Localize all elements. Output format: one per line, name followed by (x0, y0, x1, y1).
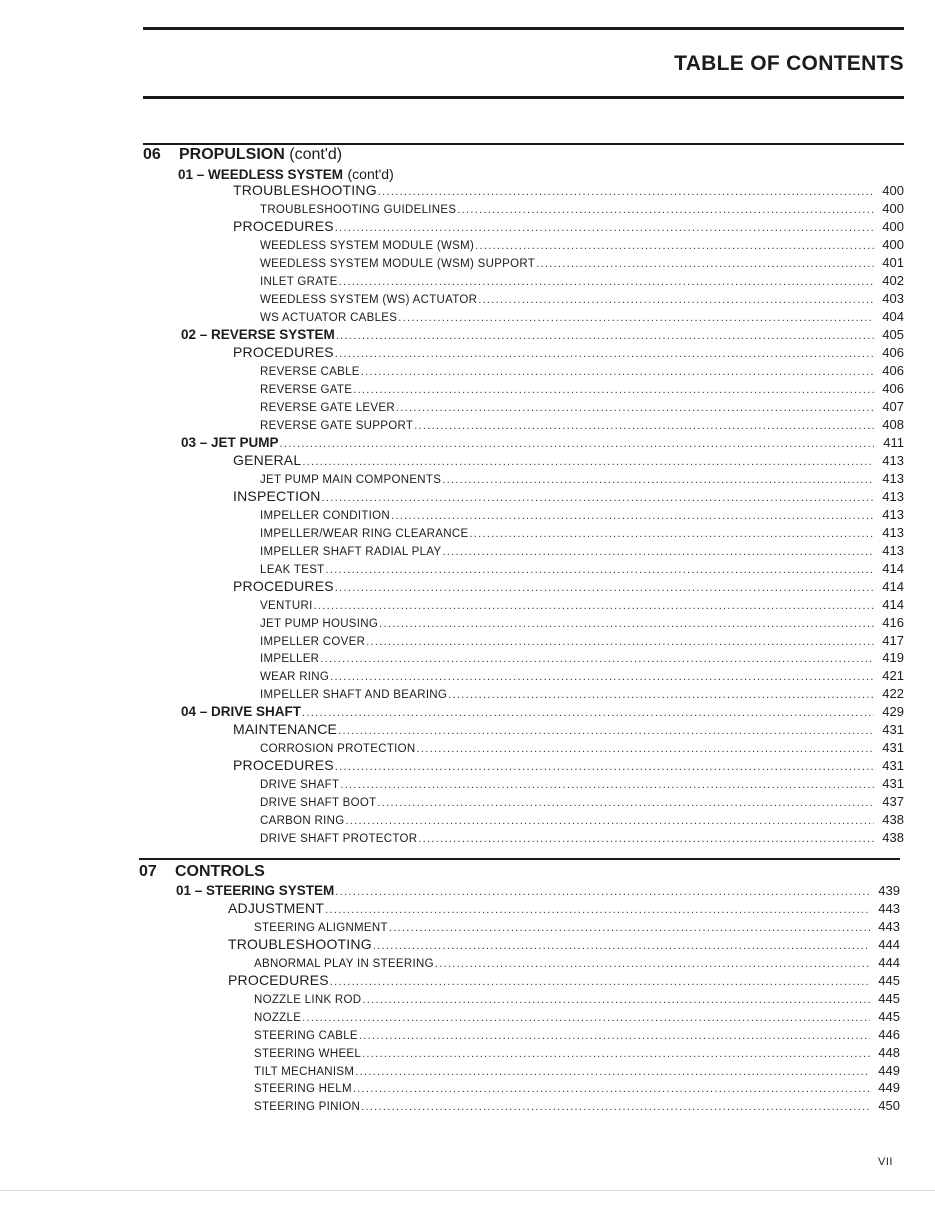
toc-entry[interactable] (260, 416, 904, 433)
dot-leader (302, 705, 874, 722)
toc-entry-page: 448 (878, 1044, 900, 1060)
toc-entry[interactable] (233, 182, 904, 199)
toc-entry[interactable] (260, 811, 904, 828)
toc-entry[interactable] (260, 272, 904, 289)
section-07-rule (139, 858, 900, 860)
toc-entry[interactable] (233, 488, 904, 505)
toc-entry-label: DRIVE SHAFT (260, 779, 340, 792)
toc-entry-page: 438 (882, 830, 904, 846)
dot-leader (320, 651, 874, 668)
toc-entry-page: 413 (882, 506, 904, 522)
toc-entry[interactable] (260, 685, 904, 702)
toc-entry-page: 431 (882, 776, 904, 792)
toc-entry-label: STEERING PINION (254, 1101, 361, 1114)
toc-entry-page: 402 (882, 272, 904, 288)
page-number: VII (878, 1156, 893, 1168)
toc-entry-label: PROCEDURES (233, 217, 334, 234)
toc-entry-page: 413 (882, 488, 904, 504)
dot-leader (475, 238, 874, 255)
dot-leader (335, 759, 874, 776)
dot-leader (377, 795, 874, 812)
toc-entry-label: PROCEDURES (233, 577, 334, 594)
title-rule (143, 96, 904, 99)
toc-entry-page: 444 (878, 954, 900, 970)
toc-entry-page: 403 (882, 290, 904, 306)
toc-entry-page: 444 (878, 936, 900, 952)
toc-entry-page: 408 (882, 416, 904, 432)
toc-entry[interactable] (181, 703, 904, 720)
toc-entry[interactable] (260, 524, 904, 541)
toc-entry[interactable] (233, 757, 904, 774)
toc-entry-page: 449 (878, 1062, 900, 1078)
toc-entry[interactable] (254, 1026, 900, 1043)
toc-entry[interactable] (254, 1097, 900, 1114)
toc-entry-page: 405 (882, 326, 904, 342)
toc-entry-label: IMPELLER SHAFT AND BEARING (260, 689, 448, 702)
page-title: TABLE OF CONTENTS (674, 52, 904, 75)
toc-entry-page: 445 (878, 1008, 900, 1024)
toc-entry-page: 407 (882, 398, 904, 414)
dot-leader (457, 202, 874, 219)
toc-entry-page: 406 (882, 344, 904, 360)
toc-entry-page: 438 (882, 812, 904, 828)
toc-entry-label: TROUBLESHOOTING GUIDELINES (260, 203, 457, 216)
toc-entry-label: WEEDLESS SYSTEM MODULE (WSM) SUPPORT (260, 257, 536, 270)
dot-leader (335, 884, 870, 901)
toc-entry-label: INSPECTION (233, 487, 321, 504)
toc-entry[interactable] (260, 667, 904, 684)
toc-entry[interactable] (260, 506, 904, 523)
toc-entry-page: 431 (882, 758, 904, 774)
toc-entry-label: WEAR RING (260, 671, 330, 684)
toc-entry-page: 413 (882, 452, 904, 468)
toc-entry[interactable] (260, 308, 904, 325)
toc-entry-page: 450 (878, 1098, 900, 1114)
toc-entry-label: IMPELLER SHAFT RADIAL PLAY (260, 545, 442, 558)
section-continued: (cont'd) (289, 146, 343, 163)
dot-leader (378, 184, 874, 201)
chapter-heading[interactable] (178, 166, 394, 183)
toc-entry-page: 446 (878, 1026, 900, 1042)
toc-entry-label: DRIVE SHAFT PROTECTOR (260, 833, 418, 846)
toc-entry-page: 429 (882, 704, 904, 720)
toc-entry[interactable] (260, 649, 904, 666)
dot-leader (373, 938, 870, 955)
toc-entry[interactable] (233, 721, 904, 738)
toc-entry-page: 413 (882, 524, 904, 540)
toc-entry[interactable] (260, 542, 904, 559)
toc-entry-label: JET PUMP HOUSING (260, 617, 379, 630)
toc-entry-label: NOZZLE LINK ROD (254, 993, 362, 1006)
toc-entry[interactable] (181, 434, 904, 451)
toc-entry-label: 02 – REVERSE SYSTEM (181, 326, 335, 342)
dot-leader (325, 562, 874, 579)
toc-entry-page: 422 (882, 686, 904, 702)
dot-leader (469, 526, 874, 543)
toc-entry-page: 400 (882, 200, 904, 216)
toc-entry-label: LEAK TEST (260, 563, 325, 576)
toc-entry-label: TROUBLESHOOTING (228, 935, 372, 952)
section-07-title (139, 864, 265, 880)
dot-leader (335, 346, 874, 363)
dot-leader (414, 418, 874, 435)
toc-entry[interactable] (254, 918, 900, 935)
toc-entry-label: WEEDLESS SYSTEM (WS) ACTUATOR (260, 293, 478, 306)
dot-leader (302, 454, 874, 471)
toc-entry-label: TILT MECHANISM (254, 1065, 355, 1078)
dot-leader (325, 902, 870, 919)
dot-leader (314, 598, 874, 615)
toc-entry-page: 437 (882, 794, 904, 810)
toc-entry-label: 04 – DRIVE SHAFT (181, 704, 302, 720)
toc-entry-label: CARBON RING (260, 815, 345, 828)
toc-entry-label: ABNORMAL PLAY IN STEERING (254, 957, 434, 970)
toc-entry-label: REVERSE GATE (260, 383, 353, 396)
chapter-heading-label: 01 – WEEDLESS SYSTEM (178, 167, 344, 182)
dot-leader (398, 310, 874, 327)
dot-leader (330, 669, 874, 686)
toc-entry-page: 406 (882, 362, 904, 378)
toc-entry-label: REVERSE GATE LEVER (260, 401, 395, 414)
toc-entry-page: 419 (882, 650, 904, 666)
toc-entry-label: WEEDLESS SYSTEM MODULE (WSM) (260, 239, 475, 252)
toc-entry-label: IMPELLER COVER (260, 635, 366, 648)
toc-entry-page: 443 (878, 900, 900, 916)
dot-leader (336, 328, 874, 345)
toc-entry-page: 449 (878, 1080, 900, 1096)
dot-leader (379, 616, 874, 633)
toc-entry-label: INLET GRATE (260, 275, 338, 288)
toc-entry-label: REVERSE CABLE (260, 365, 360, 378)
toc-entry[interactable] (260, 380, 904, 397)
toc-entry[interactable] (233, 452, 904, 469)
toc-entry[interactable] (228, 900, 900, 917)
toc-entry[interactable] (233, 218, 904, 235)
toc-entry-page: 445 (878, 972, 900, 988)
toc-entry-label: TROUBLESHOOTING (233, 182, 377, 198)
toc-entry[interactable] (260, 632, 904, 649)
toc-entry-label: PROCEDURES (228, 971, 329, 988)
toc-entry[interactable] (176, 882, 900, 899)
toc-entry-label: NOZZLE (254, 1011, 302, 1024)
section-06-rule (143, 143, 904, 145)
toc-entry[interactable] (260, 200, 904, 217)
toc-entry-label: IMPELLER/WEAR RING CLEARANCE (260, 527, 469, 540)
toc-entry-page: 445 (878, 990, 900, 1006)
dot-leader (322, 490, 874, 507)
dot-leader (442, 472, 874, 489)
dot-leader (442, 544, 874, 561)
toc-entry-page: 414 (882, 578, 904, 594)
toc-entry[interactable] (260, 614, 904, 631)
dot-leader (339, 274, 874, 291)
top-rule (143, 27, 904, 30)
toc-entry[interactable] (260, 739, 904, 756)
toc-entry-page: 400 (882, 236, 904, 252)
dot-leader (418, 831, 874, 848)
dot-leader (389, 920, 870, 937)
dot-leader (338, 723, 874, 740)
toc-entry-label: ADJUSTMENT (228, 899, 325, 916)
toc-entry-page: 431 (882, 740, 904, 756)
dot-leader (417, 741, 874, 758)
toc-entry-page: 439 (878, 883, 900, 898)
dot-leader (362, 992, 870, 1009)
toc-entry-label: GENERAL (233, 451, 302, 468)
toc-entry[interactable] (254, 954, 900, 971)
dot-leader (362, 1046, 870, 1063)
dot-leader (280, 436, 874, 453)
toc-entry[interactable] (260, 829, 904, 846)
toc-entry-label: PROCEDURES (233, 343, 334, 360)
toc-entry-page: 414 (882, 560, 904, 576)
dot-leader (335, 220, 874, 237)
toc-entry[interactable] (260, 470, 904, 487)
toc-entry[interactable] (260, 560, 904, 577)
section-06-title (143, 147, 342, 163)
page-edge-line (0, 1190, 935, 1191)
dot-leader (435, 956, 870, 973)
dot-leader (340, 777, 874, 794)
dot-leader (353, 382, 874, 399)
toc-entry-label: DRIVE SHAFT BOOT (260, 797, 377, 810)
dot-leader (536, 256, 874, 273)
dot-leader (478, 292, 874, 309)
dot-leader (355, 1064, 870, 1081)
toc-entry-label: IMPELLER (260, 653, 320, 666)
toc-entry[interactable] (260, 596, 904, 613)
toc-entry[interactable] (260, 290, 904, 307)
toc-entry-label: JET PUMP MAIN COMPONENTS (260, 473, 442, 486)
toc-entry[interactable] (260, 362, 904, 379)
toc-entry-page: 431 (882, 722, 904, 738)
toc-entry-page: 404 (882, 308, 904, 324)
dot-leader (391, 508, 874, 525)
toc-entry-page: 413 (882, 470, 904, 486)
section-number: 06 (143, 146, 161, 163)
toc-entry[interactable] (260, 236, 904, 253)
toc-entry-page: 416 (882, 614, 904, 630)
dot-leader (448, 687, 874, 704)
toc-entry-label: PROCEDURES (233, 757, 334, 774)
toc-entry[interactable] (260, 254, 904, 271)
toc-entry[interactable] (260, 398, 904, 415)
toc-entry-label: 03 – JET PUMP (181, 434, 279, 450)
toc-entry[interactable] (254, 1079, 900, 1096)
toc-entry-page: 400 (882, 183, 904, 198)
toc-entry-page: 421 (882, 668, 904, 684)
section-title: PROPULSION (179, 146, 285, 163)
toc-entry-page: 443 (878, 918, 900, 934)
dot-leader (396, 400, 874, 417)
toc-entry[interactable] (181, 326, 904, 343)
toc-entry-label: STEERING CABLE (254, 1029, 358, 1042)
toc-entry-page: 406 (882, 380, 904, 396)
toc-entry-label: REVERSE GATE SUPPORT (260, 419, 414, 432)
toc-entry-label: STEERING WHEEL (254, 1047, 362, 1060)
toc-entry[interactable] (233, 578, 904, 595)
toc-entry-page: 411 (883, 434, 904, 450)
toc-entry-page: 414 (882, 596, 904, 612)
chapter-heading-continued: (cont'd) (347, 166, 394, 182)
toc-entry[interactable] (228, 972, 900, 989)
dot-leader (361, 364, 874, 381)
dot-leader (353, 1081, 870, 1098)
toc-entry-page: 400 (882, 218, 904, 234)
toc-entry-label: MAINTENANCE (233, 721, 338, 738)
toc-entry-label: IMPELLER CONDITION (260, 509, 391, 522)
toc-entry[interactable] (260, 793, 904, 810)
dot-leader (302, 1010, 870, 1027)
toc-entry-label: CORROSION PROTECTION (260, 743, 416, 756)
toc-entry-label: VENTURI (260, 599, 313, 612)
toc-entry[interactable] (254, 1044, 900, 1061)
toc-entry[interactable] (254, 1062, 900, 1079)
toc-entry[interactable] (228, 936, 900, 953)
toc-entry-label: 01 – STEERING SYSTEM (176, 883, 335, 898)
section-number: 07 (139, 863, 157, 880)
dot-leader (330, 974, 870, 991)
toc-entry-label: STEERING HELM (254, 1083, 352, 1096)
toc-entry[interactable] (233, 344, 904, 361)
dot-leader (345, 813, 874, 830)
dot-leader (335, 580, 874, 597)
section-title: CONTROLS (175, 863, 265, 880)
toc-entry-page: 417 (882, 632, 904, 648)
toc-entry-page: 401 (882, 254, 904, 270)
dot-leader (366, 634, 874, 651)
toc-entry[interactable] (260, 775, 904, 792)
dot-leader (359, 1028, 870, 1045)
dot-leader (361, 1099, 870, 1116)
toc-entry-label: WS ACTUATOR CABLES (260, 311, 398, 324)
toc-entry-page: 413 (882, 542, 904, 558)
toc-entry[interactable] (254, 1008, 900, 1025)
toc-entry-label: STEERING ALIGNMENT (254, 921, 388, 934)
toc-entry[interactable] (254, 990, 900, 1007)
